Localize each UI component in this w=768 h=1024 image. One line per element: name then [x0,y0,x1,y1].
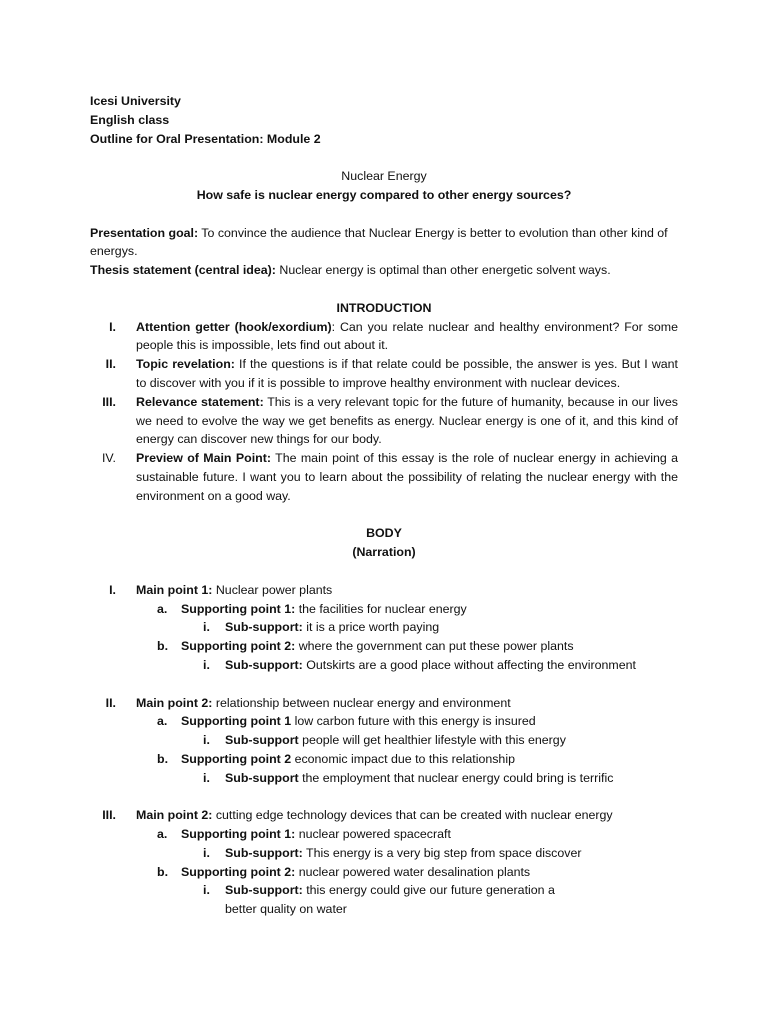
sub-support-body: the employment that nuclear energy could bring is terrific [298,770,614,785]
intro-item-label: Topic revelation: [136,357,235,372]
main-point-body: Nuclear power plants [212,582,333,597]
sub-support [90,844,678,863]
sub-support [90,881,678,919]
sub-support-numeral: i. [203,733,210,748]
intro-item-body: The main point of this essay is the role of nuclear energy in achieving a sustainable future. I want you to learn about the possibility of relating the nuclear energy with the environment on a good way. [136,451,678,503]
supporting-point-body: the facilities for nuclear energy [295,601,467,616]
intro-item [90,393,678,449]
sub-support-label: Sub-support: [225,657,303,672]
sub-support-text [225,618,678,637]
supporting-point-text [181,712,678,731]
supporting-point-body: nuclear powered water desalination plants [295,864,531,879]
supporting-point [90,750,678,769]
supporting-point-letter: b. [157,639,169,654]
main-point-number: II. [105,695,116,710]
sub-support-body: it is a price worth paying [302,620,440,635]
intro-item-label: Attention getter (hook/exordium) [136,319,332,334]
intro-item-text [136,393,678,449]
intro-item-text [136,318,678,356]
intro-item-text [136,449,678,505]
intro-item [90,355,678,393]
main-point-body: cutting edge technology devices that can be created with nuclear energy [212,808,613,823]
outline-title: Outline for Oral Presentation: Module 2 [90,131,321,146]
supporting-point-letter: a. [157,714,168,729]
supporting-point-letter: a. [157,827,168,842]
supporting-point-body: low carbon future with this energy is insured [291,714,536,729]
supporting-point [90,637,678,656]
sub-support-text [225,844,678,863]
sub-support-numeral: i. [203,620,210,635]
class-name: English class [90,112,170,127]
body-subheading: (Narration) [352,545,416,560]
sub-support-label: Sub-support: [225,620,303,635]
intro-item [90,449,678,505]
intro-item-label: Preview of Main Point: [136,451,271,466]
sub-support-numeral: i. [203,657,210,672]
sub-support-body: this energy could give our future generation a better quality on water [225,883,555,917]
main-point-number: III. [102,808,116,823]
intro-item-text [136,355,678,393]
sub-support-body: people will get healthier lifestyle with this energy [298,733,566,748]
supporting-point-label: Supporting point 2: [181,864,296,879]
sub-support [90,769,678,788]
supporting-point [90,600,678,619]
sub-support-label: Sub-support: [225,883,303,898]
supporting-point-body: where the government can put these power plants [295,639,574,654]
main-point-text [136,806,678,825]
supporting-point-text [181,863,678,882]
thesis-statement [90,261,678,280]
main-point-label: Main point 1: [136,582,213,597]
supporting-point [90,712,678,731]
introduction-heading: INTRODUCTION [336,300,432,315]
supporting-point-text [181,600,678,619]
supporting-point-text [181,750,678,769]
sub-support-numeral: i. [203,845,210,860]
supporting-point [90,863,678,882]
sub-support-label: Sub-support [225,770,299,785]
body-heading: BODY [366,526,402,541]
supporting-point-body: economic impact due to this relationship [291,751,515,766]
intro-item-number: IV. [101,451,116,466]
supporting-point-letter: b. [157,751,169,766]
sub-support-numeral: i. [203,883,210,898]
sub-support-text [225,731,678,750]
sub-support [90,618,678,637]
main-point [90,581,678,600]
sub-support-body: This energy is a very big step from space discover [302,845,582,860]
main-point-label: Main point 2: [136,695,213,710]
main-point-text [136,581,678,600]
document-title: Nuclear Energy [341,169,427,184]
sub-support-label: Sub-support: [225,845,303,860]
university-name: Icesi University [90,94,181,108]
intro-item-body: If the questions is if that relate could be possible, the answer is yes. But I want to discover with you if it is possible to improve healthy environment with nuclear devices. [136,357,678,390]
main-point-body: relationship between nuclear energy and environment [212,695,511,710]
supporting-point-body: nuclear powered spacecraft [295,827,451,842]
supporting-point-label: Supporting point 1: [181,601,296,616]
sub-support-numeral: i. [203,770,210,785]
supporting-point-label: Supporting point 2: [181,639,296,654]
goal-label: Presentation goal: [90,225,199,240]
main-point [90,694,678,713]
goal-text: To convince the audience that Nuclear Energy is better to evolution than other kind of energys. [90,225,668,259]
sub-support [90,731,678,750]
document-question: How safe is nuclear energy compared to other energy sources? [196,187,572,202]
intro-item [90,318,678,356]
sub-support-text [225,656,678,675]
supporting-point [90,825,678,844]
presentation-goal [90,224,678,262]
thesis-text: Nuclear energy is optimal than other energetic solvent ways. [275,263,611,278]
intro-item-label: Relevance statement: [136,394,264,409]
main-point-number: I. [109,582,116,597]
supporting-point-letter: a. [157,601,168,616]
main-point-text [136,694,678,713]
intro-item-body: : Can you relate nuclear and healthy environment? For some people this is impossible, lets find out about it. [136,319,678,353]
intro-item-number: I. [109,319,116,334]
supporting-point-label: Supporting point 1: [181,827,296,842]
main-point-label: Main point 2: [136,808,213,823]
main-point [90,806,678,825]
sub-support-label: Sub-support [225,733,299,748]
supporting-point-text [181,825,678,844]
supporting-point-label: Supporting point 2 [181,751,292,766]
sub-support [90,656,678,675]
document-header [90,92,678,148]
intro-item-number: II. [105,357,116,372]
supporting-point-letter: b. [157,864,169,879]
sub-support-body: Outskirts are a good place without affecting the environment [302,657,636,672]
supporting-point-label: Supporting point 1 [181,714,292,729]
intro-item-body: This is a very relevant topic for the future of humanity, because in our lives we need to evolve the way we get benefits as energy. Nuclear energy is one of it, and this kind of energy can discover new things for our body. [136,394,679,447]
intro-item-number: III. [102,394,116,409]
sub-support-text [225,769,678,788]
thesis-label: Thesis statement (central idea): [90,263,276,278]
sub-support-text [225,881,586,919]
supporting-point-text [181,637,678,656]
